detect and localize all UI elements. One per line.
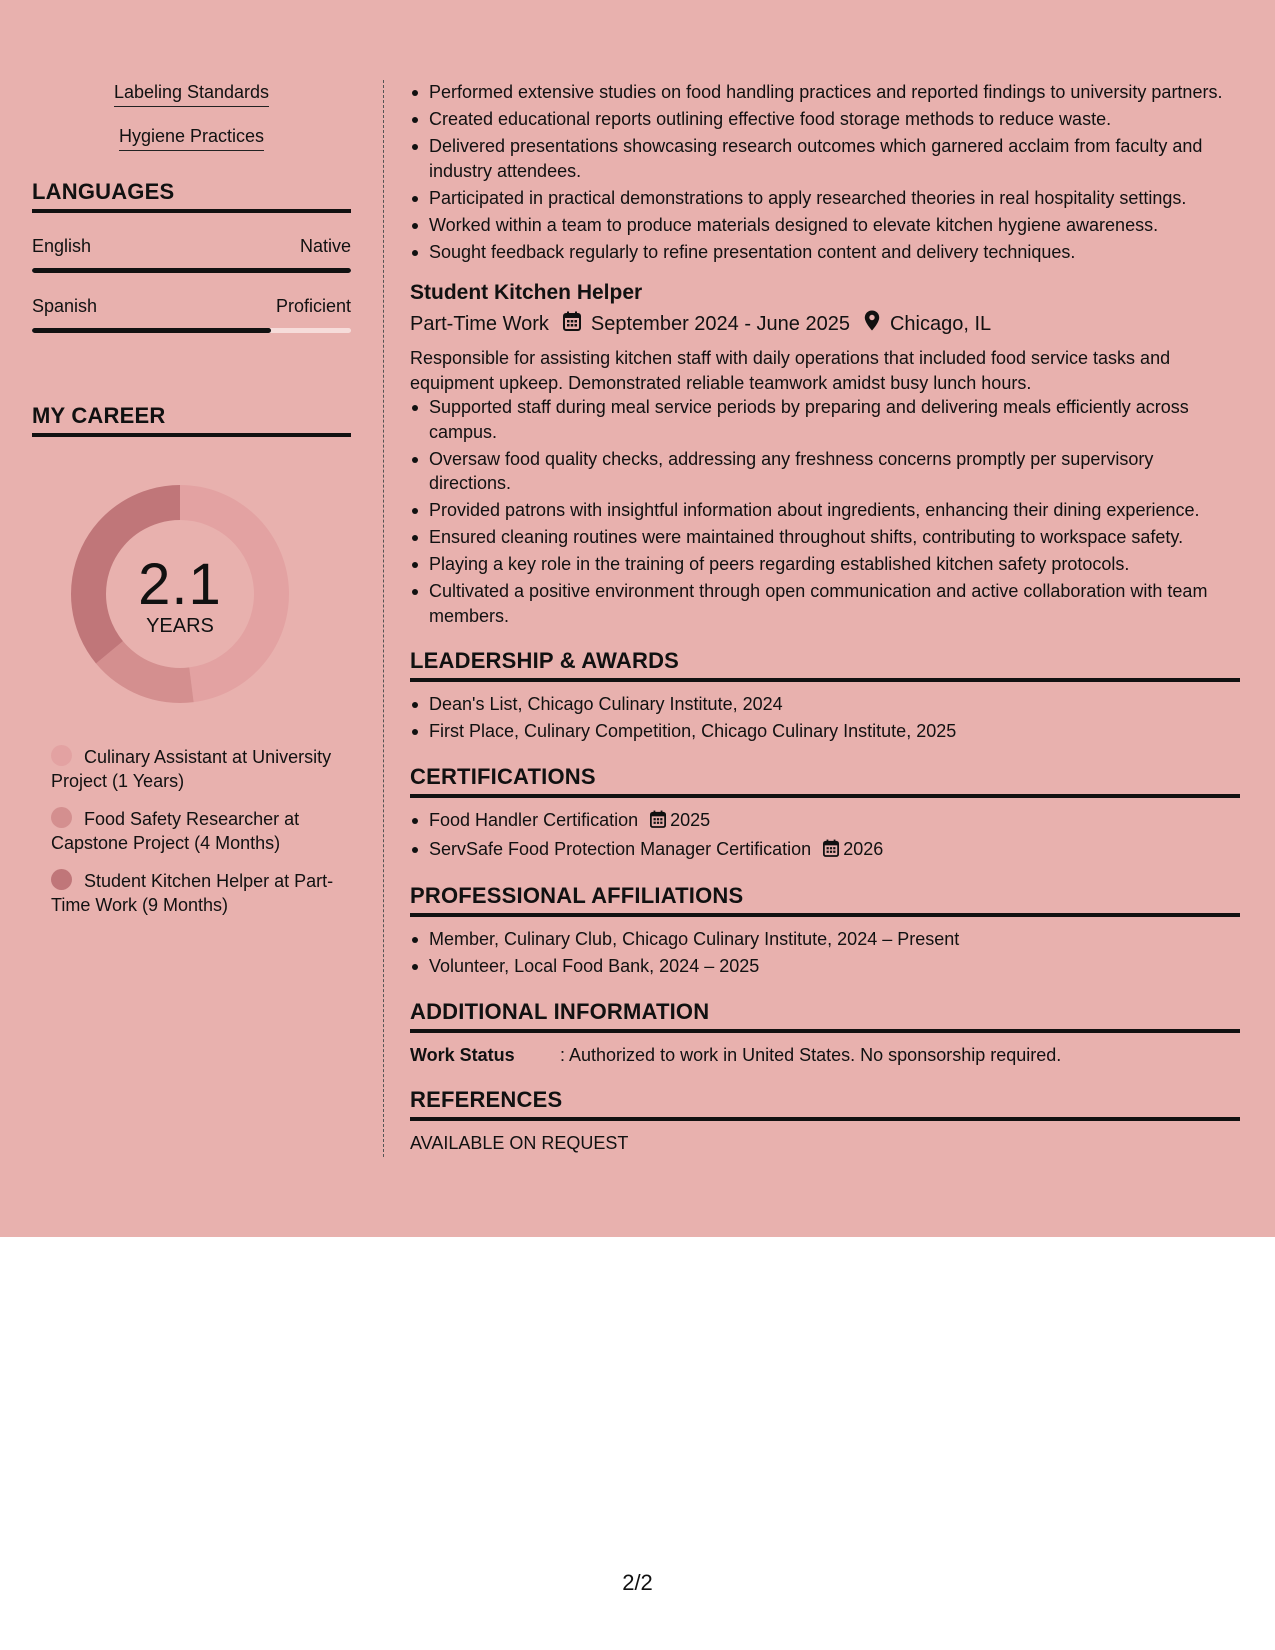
list-item: Dean's List, Chicago Culinary Institute, 2024 xyxy=(410,692,1240,717)
job-description: Responsible for assisting kitchen staff with daily operations that included food service tasks and equipment upkeep. Demonstrated reliable teamwork amidst busy lunch hours. xyxy=(410,348,1171,393)
career-donut-chart xyxy=(65,479,295,709)
certifications-heading: CERTIFICATIONS xyxy=(410,764,1240,798)
language-item xyxy=(32,295,351,333)
job-dates: September 2024 - June 2025 xyxy=(590,313,850,335)
affiliations-heading: PROFESSIONAL AFFILIATIONS xyxy=(410,883,1240,917)
language-bar xyxy=(32,328,351,333)
language-level: Native xyxy=(299,236,351,256)
language-name: English xyxy=(32,236,92,256)
certification-name: Food Handler Certification xyxy=(429,809,639,830)
certification-name: ServSafe Food Protection Manager Certification xyxy=(429,838,812,859)
job-location: Chicago, IL xyxy=(889,313,992,335)
language-item xyxy=(32,235,351,273)
career-legend xyxy=(51,745,341,917)
calendar-icon xyxy=(563,311,581,338)
language-bar xyxy=(32,268,351,273)
skill-item: Labeling Standards xyxy=(32,80,351,107)
list-item: Ensured cleaning routines were maintained throughout shifts, contributing to workspace safety. xyxy=(410,525,1240,550)
calendar-icon xyxy=(823,839,839,864)
references-text: AVAILABLE ON REQUEST xyxy=(410,1132,629,1153)
additional-info-heading: ADDITIONAL INFORMATION xyxy=(410,999,1240,1033)
references-heading: REFERENCES xyxy=(410,1087,1240,1121)
list-item: Oversaw food quality checks, addressing any freshness concerns promptly per supervisory directions. xyxy=(410,447,1240,496)
legend-dot xyxy=(51,807,72,828)
affiliations-list xyxy=(410,927,1240,979)
list-item: Performed extensive studies on food handling practices and reported findings to university partners. xyxy=(410,80,1240,105)
legend-item: Culinary Assistant at University Project (1 Years) xyxy=(51,747,332,791)
column-divider xyxy=(383,80,384,1157)
job-company: Part-Time Work xyxy=(410,313,549,335)
certification-year: 2025 xyxy=(670,809,711,830)
list-item: Delivered presentations showcasing research outcomes which garnered acclaim from faculty and industry attendees. xyxy=(410,134,1240,183)
sidebar xyxy=(32,80,351,931)
language-name: Spanish xyxy=(32,296,98,316)
list-item: Supported staff during meal service periods by preparing and delivering meals efficiently across campus. xyxy=(410,395,1240,444)
list-item: Worked within a team to produce materials designed to elevate kitchen hygiene awareness. xyxy=(410,213,1240,238)
list-item: Volunteer, Local Food Bank, 2024 – 2025 xyxy=(410,954,1240,979)
work-status-value: : Authorized to work in United States. No sponsorship required. xyxy=(560,1044,1062,1065)
career-total: 2.1 xyxy=(138,552,222,617)
job-title: Student Kitchen Helper xyxy=(410,281,643,304)
legend-dot xyxy=(51,745,72,766)
main-content xyxy=(410,80,1240,1155)
list-item: Member, Culinary Club, Chicago Culinary Institute, 2024 – Present xyxy=(410,927,1240,952)
calendar-icon xyxy=(650,810,666,835)
list-item: Playing a key role in the training of peers regarding established kitchen safety protocols. xyxy=(410,552,1240,577)
list-item: Provided patrons with insightful information about ingredients, enhancing their dining experience. xyxy=(410,498,1240,523)
legend-dot xyxy=(51,869,72,890)
career-heading: MY CAREER xyxy=(32,403,351,437)
work-status-label: Work Status xyxy=(410,1044,515,1065)
leadership-list xyxy=(410,692,1240,744)
list-item: Created educational reports outlining effective food storage methods to reduce waste. xyxy=(410,107,1240,132)
languages-heading: LANGUAGES xyxy=(32,179,351,213)
career-unit: YEARS xyxy=(146,615,214,637)
list-item xyxy=(410,808,1240,835)
map-pin-icon xyxy=(864,310,880,338)
list-item xyxy=(410,837,1240,864)
certifications-list xyxy=(410,808,1240,864)
legend-item: Student Kitchen Helper at Part-Time Work (9 Months) xyxy=(51,871,334,915)
work-status-row xyxy=(410,1043,1240,1067)
certification-year: 2026 xyxy=(843,838,884,859)
job-meta xyxy=(410,310,1240,338)
list-item: Cultivated a positive environment through open communication and active collaboration with team members. xyxy=(410,579,1240,628)
list-item: Sought feedback regularly to refine presentation content and delivery techniques. xyxy=(410,240,1240,265)
list-item: Participated in practical demonstrations to apply researched theories in real hospitality settings. xyxy=(410,186,1240,211)
skill-item: Hygiene Practices xyxy=(32,124,351,151)
previous-job-bullets xyxy=(410,80,1240,264)
job-bullets xyxy=(410,395,1240,628)
leadership-heading: LEADERSHIP & AWARDS xyxy=(410,648,1240,682)
language-level: Proficient xyxy=(275,296,351,316)
list-item: First Place, Culinary Competition, Chicago Culinary Institute, 2025 xyxy=(410,719,1240,744)
legend-item: Food Safety Researcher at Capstone Project (4 Months) xyxy=(51,809,300,853)
page-number: 2/2 xyxy=(622,1570,653,1595)
